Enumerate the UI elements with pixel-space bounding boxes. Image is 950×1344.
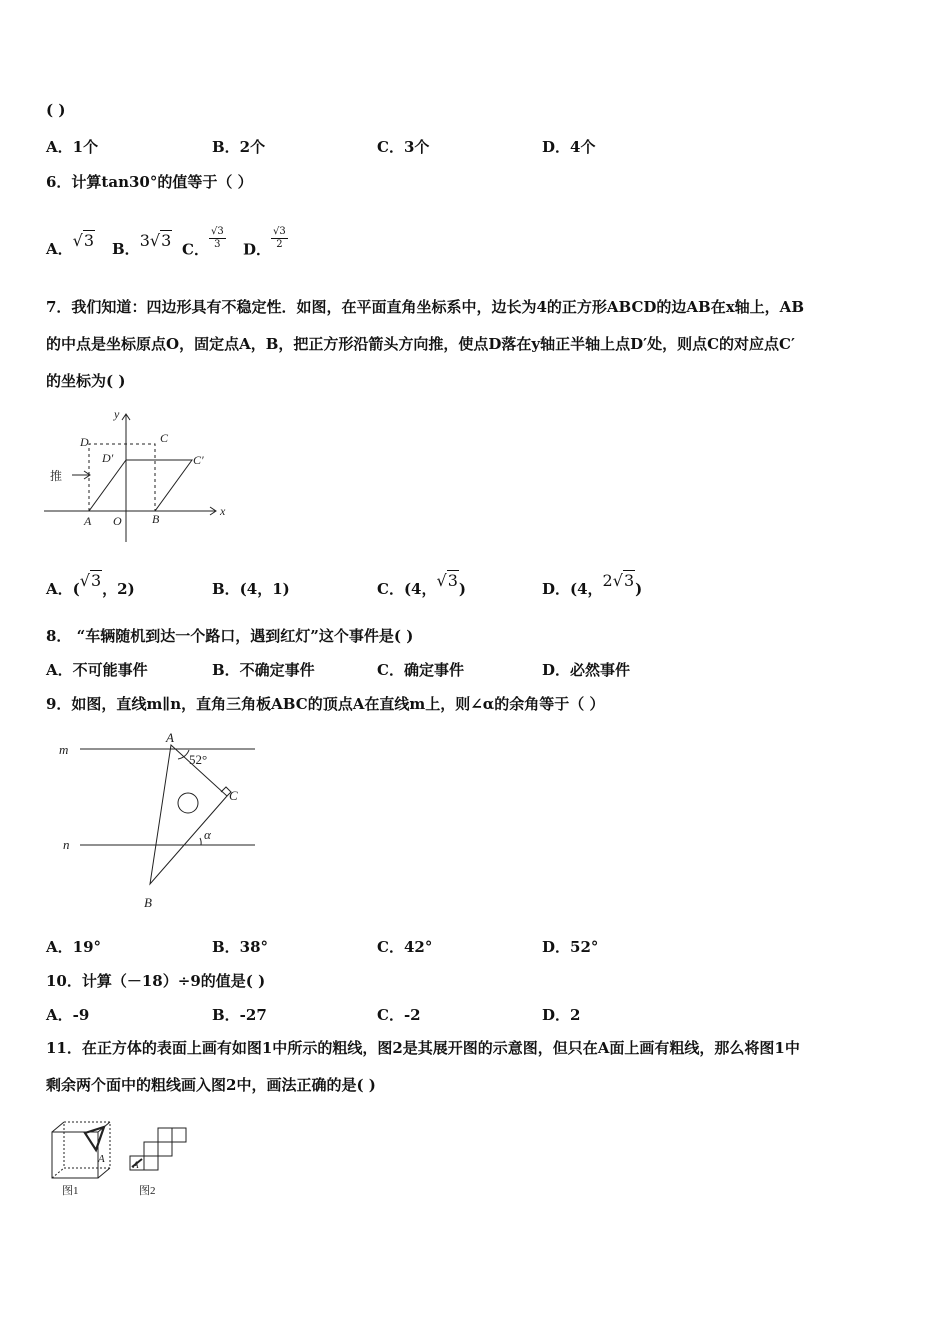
q7-fig-label-d-prime: D′ xyxy=(102,451,114,465)
q11-line-1: 11．在正方体的表面上画有如图1中所示的粗线，图2是其展开图的示意图，但只在A面上画有粗线，那么将图1中 xyxy=(46,1039,800,1057)
q7-line-2: 的中点是坐标原点O，固定点A，B，把正方形沿箭头方向推，使点D落在y轴正半轴上点D′处，则点C的对应点C′ xyxy=(46,335,795,353)
q7-fig-label-d: D xyxy=(80,435,89,449)
q7-fig-label-o: O xyxy=(113,514,122,528)
q9-fig-label-m: m xyxy=(59,742,69,757)
q10-option-d[interactable]: D．2 xyxy=(542,1006,581,1024)
q9-stem: 9．如图，直线m∥n，直角三角板ABC的顶点A在直线m上，则∠α的余角等于（ ） xyxy=(46,695,605,713)
q7-options xyxy=(46,570,926,606)
q7-option-c[interactable]: C．(4，√3) xyxy=(377,571,466,598)
q5-option-d[interactable]: D．4个 xyxy=(542,138,596,156)
q6-option-b[interactable]: B．3√3 xyxy=(112,231,172,258)
q5-option-b[interactable]: B．2个 xyxy=(212,138,266,156)
q7-fig-label-b: B xyxy=(152,512,160,526)
q9-option-b[interactable]: B．38° xyxy=(212,938,269,956)
q8-option-a[interactable]: A．不可能事件 xyxy=(46,661,148,679)
q6-stem: 6．计算tan30°的值等于（ ） xyxy=(46,173,253,191)
q5-option-a[interactable]: A．1个 xyxy=(46,138,99,156)
q8-option-c[interactable]: C．确定事件 xyxy=(377,661,464,679)
q5-paren: ( ) xyxy=(46,101,66,119)
q11-fig2-caption: 图2 xyxy=(139,1185,156,1197)
q9-option-a[interactable]: A．19° xyxy=(46,938,102,956)
q9-fig-label-a: A xyxy=(166,730,174,745)
q10-option-a[interactable]: A．-9 xyxy=(46,1006,90,1024)
q6-option-c[interactable]: C． $\frac{√3}{3}$ xyxy=(182,226,224,259)
q9-option-d[interactable]: D．52° xyxy=(542,938,599,956)
q9-option-c[interactable]: C．42° xyxy=(377,938,433,956)
q10-option-b[interactable]: B．-27 xyxy=(212,1006,267,1024)
q10-option-c[interactable]: C．-2 xyxy=(377,1006,421,1024)
q7-fig-label-y: y xyxy=(114,407,120,421)
q9-figure xyxy=(52,726,262,916)
q7-line-1: 7．我们知道：四边形具有不稳定性．如图，在平面直角坐标系中，边长为4的正方形ABCD的边AB在x轴上，AB xyxy=(46,298,804,316)
q7-option-b[interactable]: B．(4，1) xyxy=(212,580,290,598)
q9-fig-label-c: C xyxy=(229,788,238,803)
q11-fig2-label-a: A xyxy=(133,1160,139,1170)
q5-option-c[interactable]: C．3个 xyxy=(377,138,430,156)
q9-fig-angle: 52° xyxy=(189,752,208,767)
q11-fig1-label-a: A xyxy=(98,1153,105,1165)
q11-stem xyxy=(46,1030,906,1104)
q6-option-d[interactable]: D． $\frac{√3}{2}$ xyxy=(243,226,286,259)
q8-option-b[interactable]: B．不确定事件 xyxy=(212,661,315,679)
q11-figures xyxy=(46,1118,196,1200)
q7-fig-label-c-prime: C′ xyxy=(193,453,204,467)
q6-options xyxy=(46,228,926,268)
q8-option-d[interactable]: D．必然事件 xyxy=(542,661,631,679)
q10-stem: 10．计算（－18）÷9的值是( ) xyxy=(46,972,266,990)
q7-option-d[interactable]: D．(4，2√3) xyxy=(542,571,643,598)
q8-stem: 8． “车辆随机到达一个路口，遇到红灯”这个事件是( ) xyxy=(46,627,414,645)
q6-option-a[interactable]: A．√3 xyxy=(46,231,95,258)
q7-line-3: 的坐标为( ) xyxy=(46,372,126,390)
q7-figure xyxy=(44,402,234,547)
q7-fig-label-a: A xyxy=(84,514,92,528)
q7-fig-label-x: x xyxy=(220,504,226,518)
q9-fig-label-b: B xyxy=(144,895,152,910)
q7-fig-label-c: C xyxy=(160,431,169,445)
q7-fig-label-push: 推 xyxy=(50,469,63,483)
q9-fig-alpha: α xyxy=(204,827,211,842)
q11-fig1-caption: 图1 xyxy=(62,1185,79,1197)
q7-option-a[interactable]: A．(√3，2) xyxy=(46,571,135,598)
q7-stem xyxy=(46,289,906,400)
q9-fig-label-n: n xyxy=(63,837,70,852)
q11-line-2: 剩余两个面中的粗线画入图2中，画法正确的是( ) xyxy=(46,1076,376,1094)
